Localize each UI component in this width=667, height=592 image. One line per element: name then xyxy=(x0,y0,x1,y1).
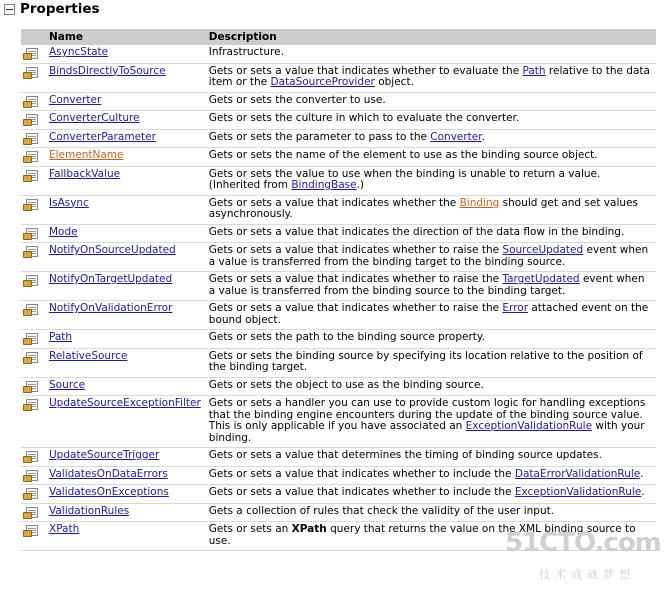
description-text: . xyxy=(640,467,644,480)
property-icon-cell xyxy=(21,377,41,396)
property-description xyxy=(205,301,656,330)
property-name-cell xyxy=(41,148,205,167)
table-row xyxy=(21,330,656,349)
properties-heading[interactable] xyxy=(4,0,100,18)
property-icon-cell xyxy=(21,148,41,167)
description-text: Gets or sets a value that indicates whether to raise the xyxy=(208,302,503,314)
property-description xyxy=(205,92,656,111)
property-icon-cell xyxy=(21,195,41,224)
property-name-link[interactable]: IsAsync xyxy=(49,196,89,209)
property-name-cell xyxy=(41,396,205,448)
description-link[interactable]: ExceptionValidationRule xyxy=(465,420,593,432)
property-description xyxy=(205,45,656,63)
description-link[interactable]: TargetUpdated xyxy=(502,273,580,285)
property-icon-cell xyxy=(21,272,41,301)
description-text: object. xyxy=(374,76,414,88)
property-icon xyxy=(23,67,37,78)
table-header-row xyxy=(21,29,656,45)
description-text: with your binding. xyxy=(208,420,645,444)
property-name-link[interactable]: NotifyOnTargetUpdated xyxy=(49,273,173,285)
property-name-cell xyxy=(41,243,205,272)
property-description xyxy=(205,129,656,148)
description-link[interactable]: Converter xyxy=(430,130,482,143)
property-name-cell xyxy=(41,330,205,349)
property-icon-cell xyxy=(21,396,41,448)
property-description xyxy=(205,485,656,504)
property-icon xyxy=(23,96,37,107)
table-row xyxy=(21,272,656,301)
description-text: event when a value is transferred from the binding target to the binding source. xyxy=(208,244,649,268)
property-icon xyxy=(23,470,37,481)
property-description xyxy=(205,330,656,349)
property-name-cell xyxy=(41,195,205,224)
property-icon-cell xyxy=(21,224,41,243)
description-text: Gets or sets the culture in which to evaluate the converter. xyxy=(208,112,520,124)
name-column-header: Name xyxy=(41,29,205,45)
property-description xyxy=(205,224,656,243)
description-text: Gets or sets an xyxy=(208,523,292,535)
property-icon xyxy=(23,451,37,462)
property-name-cell xyxy=(41,301,205,330)
table-row xyxy=(21,166,656,195)
table-row xyxy=(21,348,656,377)
property-icon-cell xyxy=(21,243,41,272)
property-icon-cell xyxy=(21,111,41,130)
description-text: . xyxy=(641,486,645,498)
property-name-cell xyxy=(41,448,205,467)
collapse-icon[interactable] xyxy=(4,4,15,15)
description-text: Gets or sets a value that indicates whether to raise the xyxy=(208,273,503,285)
property-icon xyxy=(23,133,37,144)
watermark-tagline: 技术成就梦想 xyxy=(539,568,635,581)
property-icon xyxy=(23,246,37,257)
property-name-cell xyxy=(41,522,205,551)
property-name-link[interactable]: NotifyOnSourceUpdated xyxy=(49,244,176,256)
description-text: Gets or sets the path to the binding source property. xyxy=(208,331,485,343)
property-name-link[interactable]: ElementName xyxy=(49,149,124,161)
property-name-cell xyxy=(41,92,205,111)
property-name-link[interactable]: ValidationRules xyxy=(49,504,130,517)
description-text: Gets or sets a value that indicates whether to evaluate the xyxy=(208,64,523,77)
description-text: Gets or sets the object to use as the binding source. xyxy=(208,378,484,391)
property-name-link[interactable]: XPath xyxy=(49,523,80,535)
property-description xyxy=(205,166,656,195)
description-text: Gets or sets a value that indicates whether to include the xyxy=(208,467,515,480)
description-text: query that returns the value on the XML binding source to use. xyxy=(208,523,636,547)
property-description xyxy=(205,111,656,130)
description-text: Gets or sets the converter to use. xyxy=(208,93,386,106)
table-row xyxy=(21,195,656,224)
property-name-link[interactable]: ConverterParameter xyxy=(49,130,156,143)
section-title: Properties xyxy=(20,1,100,17)
description-column-header: Description xyxy=(205,29,656,45)
property-name-link[interactable]: ValidatesOnDataErrors xyxy=(49,467,168,480)
property-description xyxy=(205,466,656,485)
property-description xyxy=(205,396,656,448)
description-text: should get and set values asynchronously. xyxy=(208,196,638,220)
property-icon-cell xyxy=(21,485,41,504)
table-row xyxy=(21,448,656,467)
description-text: Gets or sets a value that determines the timing of binding source updates. xyxy=(208,449,602,461)
table-row xyxy=(21,377,656,396)
property-name-link[interactable]: Source xyxy=(49,378,86,391)
property-description xyxy=(205,377,656,396)
description-link[interactable]: BindingBase xyxy=(291,179,357,191)
description-text: Gets or sets a value that indicates whether to include the xyxy=(208,486,515,498)
property-icon xyxy=(23,48,37,59)
property-name-link[interactable]: AsyncState xyxy=(49,46,109,58)
table-row xyxy=(21,111,656,130)
property-name-cell xyxy=(41,466,205,485)
property-name-cell xyxy=(41,485,205,504)
property-description xyxy=(205,272,656,301)
property-icon-cell xyxy=(21,301,41,330)
properties-table xyxy=(21,29,656,551)
table-row xyxy=(21,63,656,92)
description-link[interactable]: DataErrorValidationRule xyxy=(514,467,641,480)
description-link[interactable]: DataSourceProvider xyxy=(270,76,375,88)
property-name-cell xyxy=(41,45,205,63)
description-text: Gets or sets a value that indicates the direction of the data flow in the binding. xyxy=(208,225,625,238)
property-icon-cell xyxy=(21,92,41,111)
table-row xyxy=(21,485,656,504)
property-icon-cell xyxy=(21,348,41,377)
property-icon xyxy=(23,275,37,286)
description-bold-text: XPath xyxy=(291,523,327,535)
table-row xyxy=(21,148,656,167)
description-text: Gets or sets a handler you can use to provide custom logic for handling exceptions that the binding engine encounters during the update of the binding source value. This is only applicable if you have associated an xyxy=(208,397,646,432)
property-icon xyxy=(23,114,37,125)
table-row xyxy=(21,396,656,448)
description-text: Infrastructure. xyxy=(208,46,284,58)
property-description xyxy=(205,243,656,272)
properties-table-body xyxy=(21,45,656,551)
description-text: Gets or sets the value to use when the binding is unable to return a value. (Inherited from xyxy=(208,167,601,191)
description-link[interactable]: ExceptionValidationRule xyxy=(514,486,642,498)
property-name-cell xyxy=(41,166,205,195)
property-name-link[interactable]: Path xyxy=(49,331,73,343)
description-text: Gets or sets the binding source by specifying its location relative to the position of the binding target. xyxy=(208,349,643,373)
table-row xyxy=(21,92,656,111)
property-icon xyxy=(23,228,37,239)
property-icon xyxy=(23,170,37,181)
description-link[interactable]: Path xyxy=(522,64,546,77)
property-name-link[interactable]: RelativeSource xyxy=(49,349,128,362)
property-name-cell xyxy=(41,348,205,377)
description-text: attached event on the bound object. xyxy=(208,302,649,326)
property-name-link[interactable]: ConverterCulture xyxy=(49,112,140,124)
property-description xyxy=(205,63,656,92)
description-text: Gets a collection of rules that check the validity of the user input. xyxy=(208,504,555,517)
property-name-cell xyxy=(41,272,205,301)
description-text: . xyxy=(481,130,485,143)
property-icon-cell xyxy=(21,166,41,195)
property-description xyxy=(205,448,656,467)
property-icon xyxy=(23,381,37,392)
property-icon-cell xyxy=(21,330,41,349)
table-row xyxy=(21,224,656,243)
property-icon xyxy=(23,151,37,162)
description-text: Gets or sets the name of the element to use as the binding source object. xyxy=(208,149,598,161)
table-row xyxy=(21,503,656,522)
description-text: Gets or sets a value that indicates whether the xyxy=(208,196,460,209)
property-icon-cell xyxy=(21,522,41,551)
description-link[interactable]: SourceUpdated xyxy=(502,244,584,256)
property-icon-cell xyxy=(21,45,41,63)
property-icon xyxy=(23,507,37,518)
property-name-link[interactable]: FallbackValue xyxy=(49,167,121,180)
property-name-link[interactable]: Mode xyxy=(49,225,78,238)
property-description xyxy=(205,503,656,522)
property-name-cell xyxy=(41,63,205,92)
table-row xyxy=(21,301,656,330)
property-icon xyxy=(23,525,37,536)
description-text: event when a value is transferred from the binding source to the binding target. xyxy=(208,273,645,297)
property-name-cell xyxy=(41,503,205,522)
property-name-cell xyxy=(41,224,205,243)
icon-column-header xyxy=(21,29,41,45)
property-description xyxy=(205,148,656,167)
property-name-link[interactable]: ValidatesOnExceptions xyxy=(49,486,169,498)
property-icon-cell xyxy=(21,448,41,467)
description-link[interactable]: Binding xyxy=(459,196,500,209)
description-text: Gets or sets a value that indicates whether to raise the xyxy=(208,244,503,256)
property-icon xyxy=(23,333,37,344)
property-name-cell xyxy=(41,129,205,148)
property-name-link[interactable]: UpdateSourceExceptionFilter xyxy=(49,397,201,409)
property-icon-cell xyxy=(21,129,41,148)
description-text: Gets or sets the parameter to pass to the xyxy=(208,130,431,143)
table-row xyxy=(21,243,656,272)
property-name-link[interactable]: BindsDirectlyToSource xyxy=(49,64,166,77)
property-icon xyxy=(23,304,37,315)
table-row xyxy=(21,45,656,63)
watermark-logo: 51CTO.com xyxy=(505,528,661,558)
property-name-cell xyxy=(41,377,205,396)
property-icon-cell xyxy=(21,63,41,92)
property-name-link[interactable]: Converter xyxy=(49,93,102,106)
property-name-cell xyxy=(41,111,205,130)
description-link[interactable]: Error xyxy=(502,302,529,314)
property-icon xyxy=(23,352,37,363)
property-icon xyxy=(23,488,37,499)
description-text: .) xyxy=(356,179,365,191)
property-icon-cell xyxy=(21,503,41,522)
property-name-link[interactable]: UpdateSourceTrigger xyxy=(49,449,160,461)
description-text: relative to the data item or the xyxy=(208,64,650,88)
table-row xyxy=(21,466,656,485)
table-row xyxy=(21,129,656,148)
property-description xyxy=(205,195,656,224)
property-icon-cell xyxy=(21,466,41,485)
property-icon xyxy=(23,399,37,410)
property-description xyxy=(205,348,656,377)
property-name-link[interactable]: NotifyOnValidationError xyxy=(49,302,173,314)
property-icon xyxy=(23,199,37,210)
